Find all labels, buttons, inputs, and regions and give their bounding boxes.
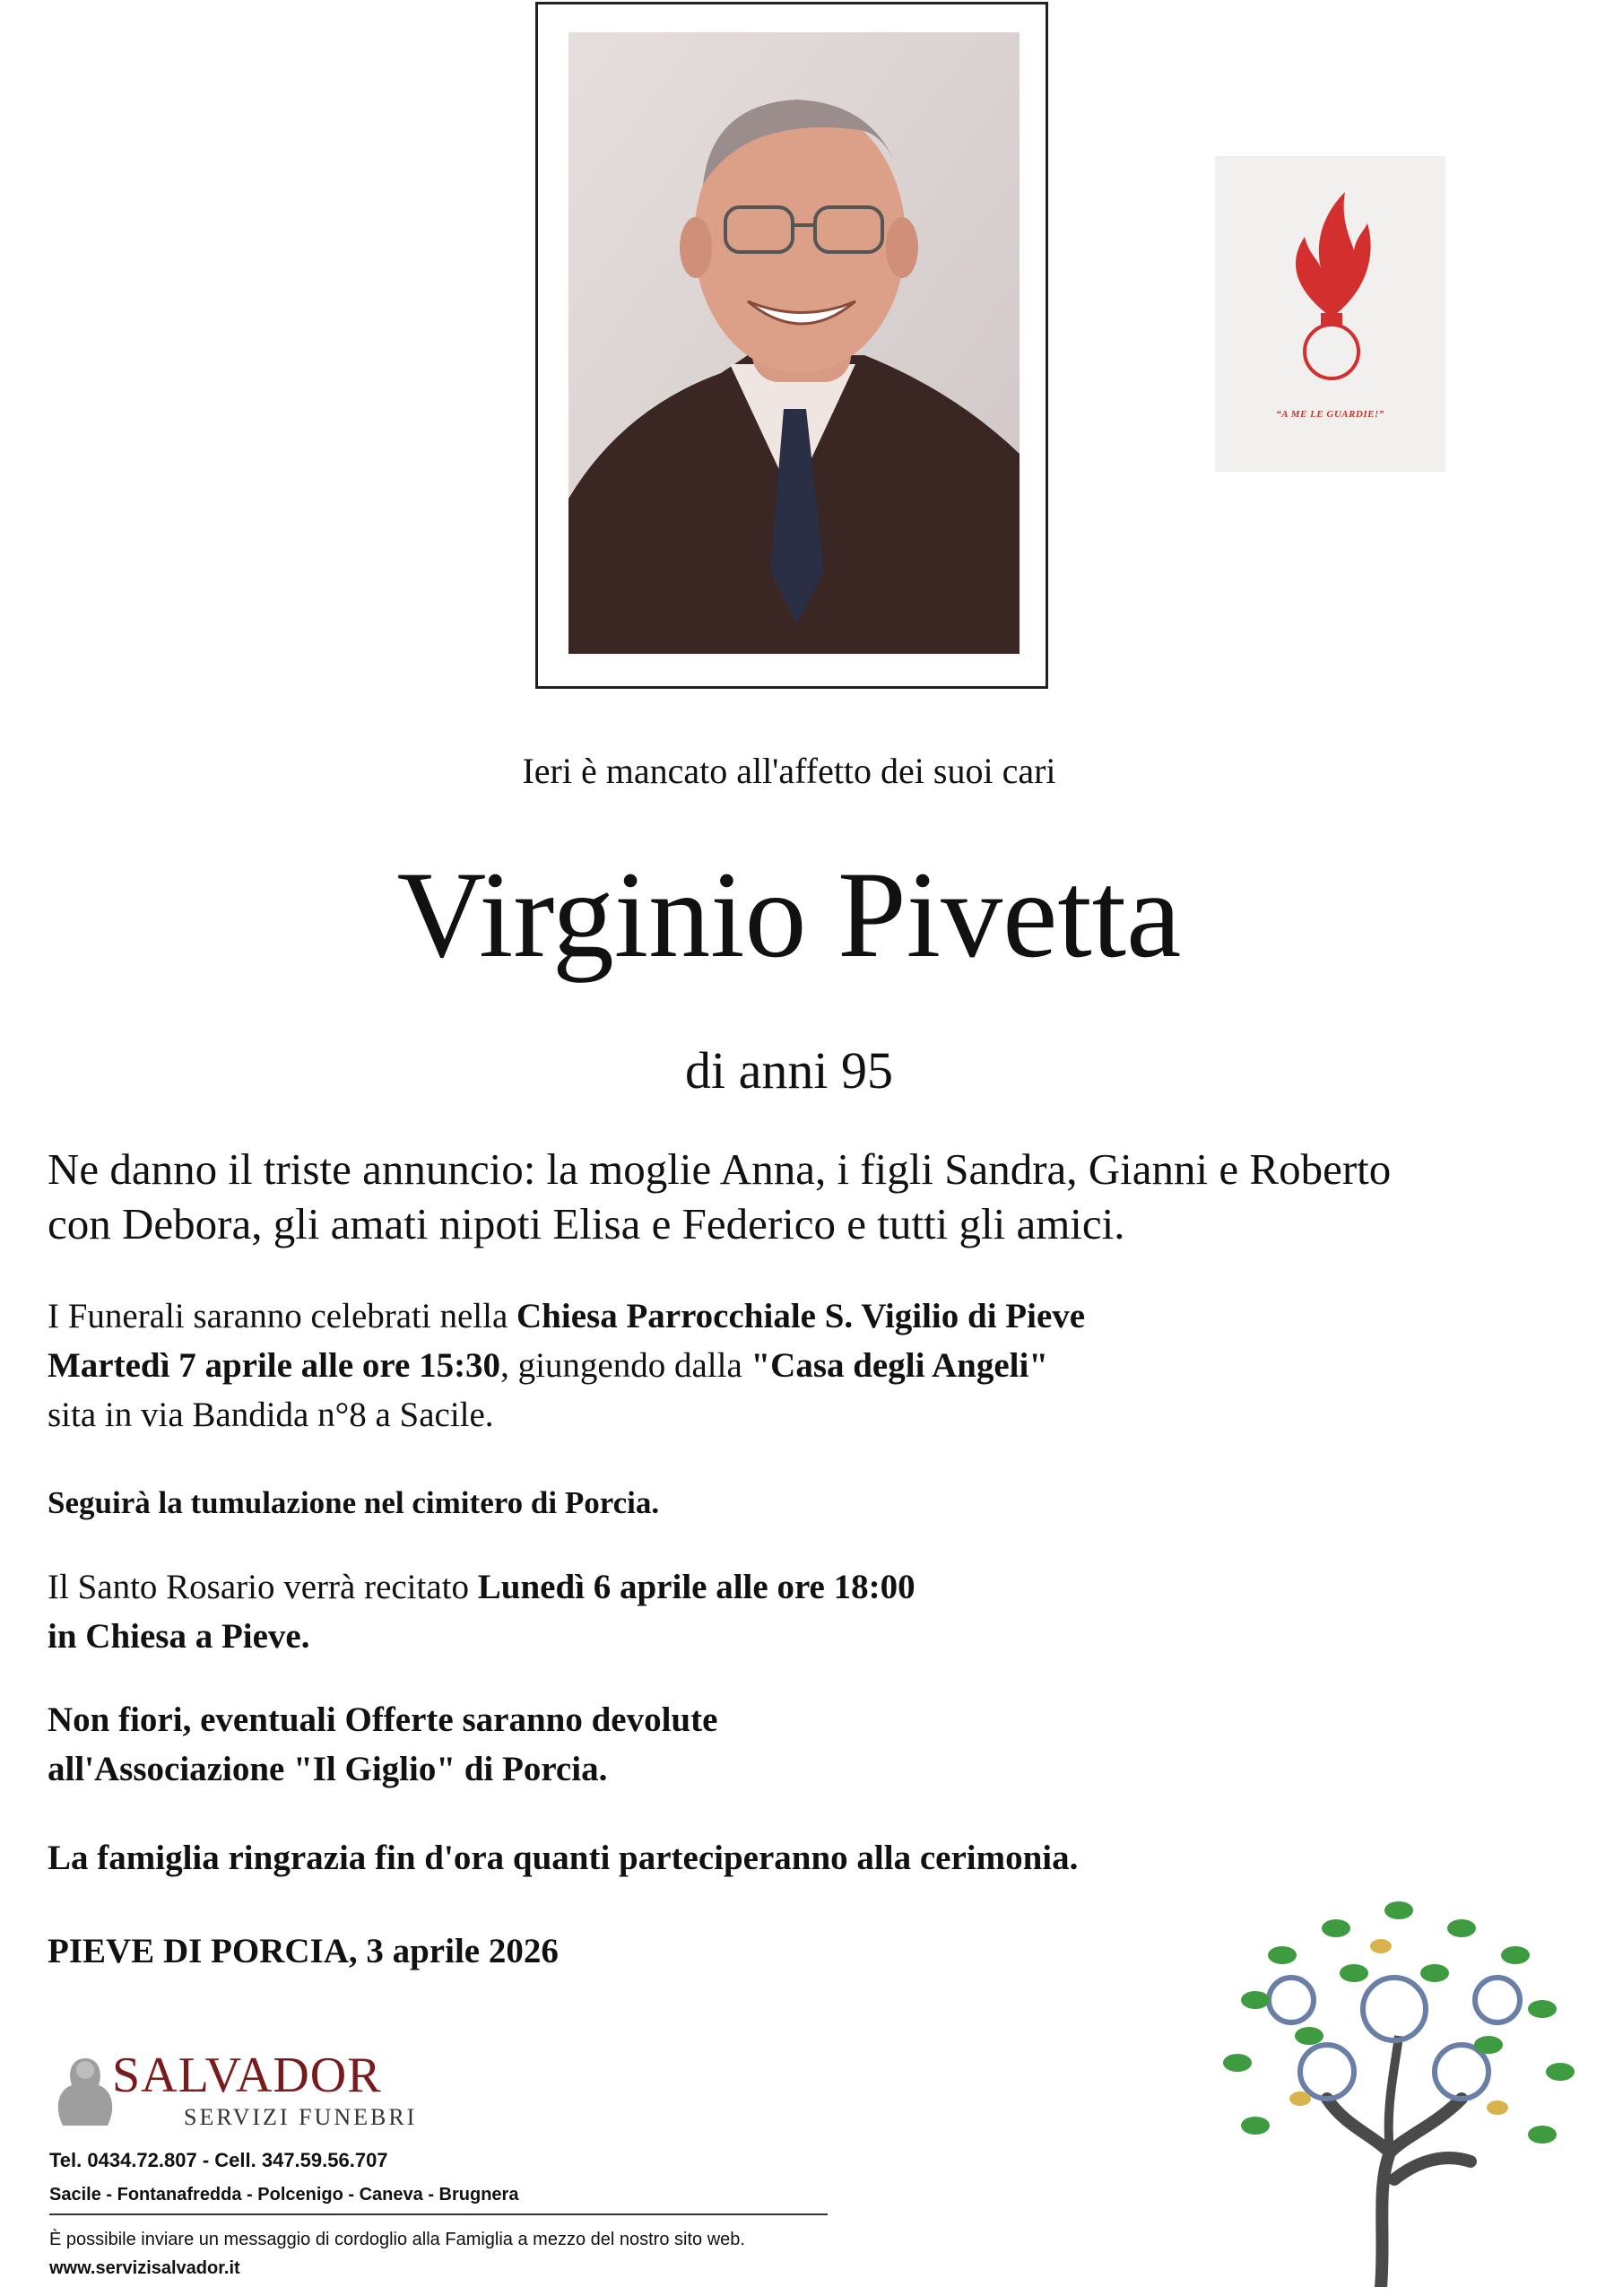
intro-line: Ieri è mancato all'affetto dei suoi cari <box>522 751 1056 791</box>
agency-phones: Tel. 0434.72.807 - Cell. 347.59.56.707 <box>49 2149 388 2171</box>
funeral-origin: "Casa degli Angeli" <box>751 1346 1048 1385</box>
portrait-illustration <box>568 32 1020 654</box>
angel-logo-icon <box>49 2045 121 2135</box>
agency-website[interactable]: www.servizisalvador.it <box>49 2258 240 2278</box>
grenade-flame-emblem-icon <box>1278 183 1385 380</box>
funeral-address: sita in via Bandida n°8 a Sacile. <box>48 1396 494 1434</box>
funeral-paragraph <box>48 1292 1446 1439</box>
agency-name: SALVADOR <box>112 2048 382 2103</box>
flowers-paragraph <box>48 1695 1446 1794</box>
place-date: PIEVE DI PORCIA, 3 aprile 2026 <box>48 1932 559 1970</box>
rosary-where: in Chiesa a Pieve. <box>48 1617 310 1656</box>
rosary-when: Lunedì 6 aprile alle ore 18:00 <box>477 1568 915 1606</box>
age-line: di anni 95 <box>685 1041 893 1100</box>
funeral-text-2: , giungendo dalla <box>500 1346 751 1385</box>
flowers-line-1: Non fiori, eventuali Offerte saranno devolute <box>48 1700 718 1739</box>
funeral-text-1: I Funerali saranno celebrati nella <box>48 1297 517 1335</box>
funeral-church: Chiesa Parrocchiale S. Vigilio di Pieve <box>516 1297 1086 1335</box>
footer-divider <box>49 2213 828 2215</box>
rosary-paragraph <box>48 1562 1446 1661</box>
flowers-line-2: all'Associazione "Il Giglio" di Porcia. <box>48 1750 608 1788</box>
funeral-date: Martedì 7 aprile alle ore 15:30 <box>48 1346 501 1385</box>
agency-subtitle: SERVIZI FUNEBRI <box>184 2104 418 2130</box>
thanks-line: La famiglia ringrazia fin d'ora quanti parteciperanno alla cerimonia. <box>48 1839 1079 1877</box>
tree-of-life-icon <box>1202 1892 1596 2287</box>
photo-frame <box>535 2 1048 689</box>
agency-note: È possibile inviare un messaggio di cordoglio alla Famiglia a mezzo del nostro sito web. <box>49 2230 745 2249</box>
burial-line: Seguirà la tumulazione nel cimitero di Porcia. <box>48 1485 660 1520</box>
agency-locations: Sacile - Fontanafredda - Polcenigo - Caneva - Brugnera <box>49 2185 519 2205</box>
emblem-motto: “A ME LE GUARDIE!” <box>1276 409 1384 420</box>
deceased-name: Virginio Pivetta <box>396 846 1182 983</box>
announcement-text: Ne danno il triste annuncio: la moglie Anna, i figli Sandra, Gianni e Roberto con Debora, gli amati nipoti Elisa e Federico e tutti gli amici. <box>48 1144 1392 1248</box>
portrait-photo <box>568 32 1020 654</box>
emblem-card <box>1215 156 1445 472</box>
rosary-text: Il Santo Rosario verrà recitato <box>48 1568 478 1606</box>
agency-logo <box>49 2045 435 2135</box>
